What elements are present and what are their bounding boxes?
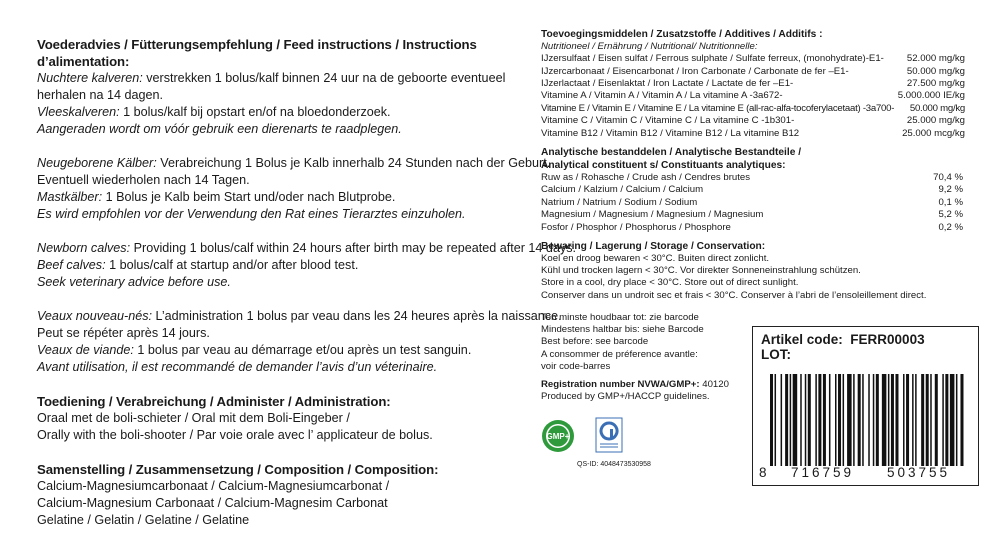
feed-nl-line-2: herhalen na 14 dagen. <box>37 88 164 102</box>
barcode-bar <box>942 374 944 466</box>
feed-nl-line-3: Vleeskalveren: 1 bolus/kalf bij opstart en/of na bloedonderzoek. <box>37 105 391 119</box>
barcode-bar <box>945 374 948 466</box>
administration-line-2: Orally with the boli-shooter / Par voie orale avec l’ applicateur de bolus. <box>37 428 433 442</box>
barcode-bar <box>935 374 938 466</box>
feed-en-advice: Seek veterinary advice before use. <box>37 275 231 289</box>
additive-row: Vitamine A / Vitamin A / Vitamin A / La vitamine A -3a672- 5.000.000 IE/kg <box>541 90 965 102</box>
barcode-bar <box>823 374 826 466</box>
barcode-bar <box>868 374 870 466</box>
additives-section <box>541 28 971 140</box>
additive-row: Vitamine E / Vitamin E / Vitamine E / La vitamine E (all-rac-alfa-tocoferylacetaat) -3a700- 50.000 mg/kg <box>541 102 965 114</box>
barcode-bar <box>835 374 837 466</box>
analytical-heading-2: Analytical constituent s/ Constituants analytiques: <box>541 160 786 172</box>
feed-en-section <box>37 240 577 291</box>
additive-row: IJzerlactaat / Eisenlaktat / Iron Lactate / Lactate de fer –E1- 27.500 mg/kg <box>541 78 965 90</box>
barcode-bar <box>843 374 845 466</box>
barcode-bar <box>770 374 773 466</box>
feed-fr-advice: Avant utilisation, il est recommandé de demander l’avis d’un véterinaire. <box>37 360 438 374</box>
analytical-row: Calcium / Kalzium / Calcium / Calcium 9,2 % <box>541 184 963 196</box>
analytical-row: Ruw as / Rohasche / Crude ash / Cendres brutes 70,4 % <box>541 172 963 184</box>
gmp-logo-text: GMP+ <box>546 432 570 441</box>
barcode-bar <box>829 374 831 466</box>
barcode-bar <box>895 374 898 466</box>
barcode-digits-left: 716759 <box>791 465 855 480</box>
composition-heading: Samenstelling / Zusammensetzung / Composition / Composition: <box>37 462 439 477</box>
storage-line-3: Store in a cool, dry place < 30°C. Store out of direct sunlight. <box>541 277 799 289</box>
certification-logos <box>541 417 623 458</box>
barcode-bar <box>906 374 909 466</box>
barcode-bar <box>800 374 802 466</box>
additive-row: Vitamine C / Vitamin C / Vitamine C / La vitamine C -1b301- 25.000 mg/kg <box>541 115 965 127</box>
analytical-section <box>541 146 971 234</box>
feed-fr-line-3: Veaux de viande: 1 bolus par veau au démarrage et/ou après un test sanguin. <box>37 343 472 357</box>
storage-line-4: Conserver dans un undroit sec et frais < 30°C. Conserver à l’abri de l’ensoleillement direct. <box>541 289 927 301</box>
barcode-bar <box>785 374 788 466</box>
analytical-row: Fosfor / Phosphor / Phosphorus / Phosphore 0,2 % <box>541 221 963 233</box>
composition-line-1: Calcium-Magnesiumcarbonaat / Calcium-Magnesiumcarbonat / <box>37 479 390 493</box>
barcode-bar <box>781 374 783 466</box>
barcode-bar <box>793 374 798 466</box>
administration-section <box>37 393 532 444</box>
feed-fr-line-1: Veaux nouveau-nés: L’administration 1 bolus par veau dans les 24 heures après la naissance. <box>37 309 562 323</box>
feed-de-advice: Es wird empfohlen vor der Verwendung den Rat eines Tierarztes einzuholen. <box>37 207 466 221</box>
feed-fr-section <box>37 308 562 376</box>
composition-line-3: Gelatine / Gelatin / Gelatine / Gelatine <box>37 513 250 527</box>
barcode-bar <box>903 374 905 466</box>
gmp-plus-logo <box>541 419 575 453</box>
barcode <box>770 374 965 466</box>
barcode-bar <box>960 374 963 466</box>
barcode-bar <box>930 374 932 466</box>
administration-line-1: Oraal met de boli-schieter / Oral mit dem Boli-Eingeber / <box>37 411 350 425</box>
barcode-bar <box>853 374 855 466</box>
storage-section <box>541 240 971 302</box>
feed-instructions-heading: Voederadvies / Fütterungsempfehlung / Feed instructions / Instructions d’alimentation: <box>37 37 477 69</box>
barcode-bar <box>838 374 841 466</box>
best-before-line-2: Mindestens haltbar bis: siehe Barcode <box>541 324 704 336</box>
article-code: Artikel code: FERR00003 <box>761 332 925 347</box>
barcode-bar <box>956 374 958 466</box>
analytical-heading-1: Analytische bestanddelen / Analytische Bestandteile / <box>541 147 802 159</box>
storage-heading: Bewaring / Lagerung / Storage / Conservation: <box>541 241 766 253</box>
feed-instructions-section <box>37 36 532 138</box>
feed-de-line-3: Mastkälber: 1 Bolus je Kalb beim Start und/oder nach Blutprobe. <box>37 190 396 204</box>
barcode-bar <box>926 374 929 466</box>
barcode-bar <box>876 374 879 466</box>
feed-fr-line-2: Peut se répéter après 14 jours. <box>37 326 210 340</box>
barcode-bar <box>790 374 792 466</box>
barcode-bar <box>915 374 917 466</box>
barcode-digit-prefix: 8 <box>759 465 767 480</box>
feed-en-line-2: Beef calves: 1 bolus/calf at startup and/or after blood test. <box>37 258 359 272</box>
barcode-bar <box>815 374 817 466</box>
best-before-line-1: Ten minste houdbaar tot: zie barcode <box>541 311 699 323</box>
barcode-bar <box>873 374 875 466</box>
barcode-bar <box>912 374 914 466</box>
lot-label: LOT: <box>761 347 791 362</box>
barcode-bar <box>808 374 811 466</box>
barcode-bar <box>882 374 887 466</box>
additive-row: Vitamine B12 / Vitamin B12 / Vitamine B12 / La vitamine B12 25.000 mcg/kg <box>541 127 965 139</box>
feed-de-line-2: Eventuell wiederholen nach 14 Tagen. <box>37 173 250 187</box>
barcode-bar <box>921 374 924 466</box>
administration-heading: Toediening / Verabreichung / Administer / Administration: <box>37 394 391 409</box>
best-before-line-3: Best before: see barcode <box>541 336 649 348</box>
barcode-bars <box>770 374 963 466</box>
additives-heading: Toevoegingsmiddelen / Zusatzstoffe / Additives / Additifs : <box>541 29 823 40</box>
storage-line-1: Koel en droog bewaren < 30°C. Buiten direct zonlicht. <box>541 253 770 265</box>
qs-id: QS-ID: 4048473530958 <box>577 461 651 468</box>
composition-section <box>37 461 532 529</box>
composition-line-2: Calcium-Magnesium Carbonaat / Calcium-Magnesim Carbonat <box>37 496 388 510</box>
produced-line: Produced by GMP+/HACCP guidelines. <box>541 391 710 403</box>
feed-en-line-1: Newborn calves: Providing 1 bolus/calf within 24 hours after birth may be repeated after 14 days. <box>37 241 577 255</box>
barcode-bar <box>891 374 894 466</box>
feed-nl-line-1: Nuchtere kalveren: verstrekken 1 bolus/kalf binnen 24 uur na de geboorte eventueel <box>37 71 506 85</box>
barcode-bar <box>950 374 955 466</box>
best-before-line-5: voir code-barres <box>541 360 611 372</box>
barcode-bar <box>858 374 861 466</box>
barcode-bar <box>847 374 852 466</box>
best-before-line-4: A consommer de préference avantle: <box>541 348 698 360</box>
barcode-bar <box>888 374 890 466</box>
feed-nl-advice: Aangeraden wordt om vóór gebruik een dierenarts te raadplegen. <box>37 122 402 136</box>
barcode-bar <box>862 374 864 466</box>
feed-de-line-1: Neugeborene Kälber: Verabreichung 1 Bolus je Kalb innerhalb 24 Stunden nach der Geburt. <box>37 156 551 170</box>
article-box <box>752 326 979 486</box>
analytical-row: Natrium / Natrium / Sodium / Sodium 0,1 % <box>541 196 963 208</box>
barcode-bar <box>775 374 777 466</box>
additives-subheading: Nutritioneel / Ernährung / Nutritional/ Nutritionnelle: <box>541 41 758 52</box>
analytical-table <box>541 172 963 234</box>
additives-table <box>541 53 965 140</box>
feed-de-section <box>37 155 551 223</box>
analytical-row: Magnesium / Magnesium / Magnesium / Magnesium 5,2 % <box>541 209 963 221</box>
barcode-digits-right: 503755 <box>887 465 951 480</box>
additive-row: IJzersulfaat / Eisen sulfat / Ferrous sulphate / Sulfate ferreux, (monohydrate)-E1- 52.000 mg/kg <box>541 53 965 65</box>
additive-row: IJzercarbonaat / Eisencarbonat / Iron Carbonate / Carbonate de fer –E1- 50.000 mg/kg <box>541 65 965 77</box>
qs-logo <box>595 417 623 453</box>
barcode-bar <box>818 374 821 466</box>
storage-line-2: Kühl und trocken lagern < 30°C. Vor direkter Sonneneinstrahlung schützen. <box>541 265 861 277</box>
barcode-bar <box>805 374 807 466</box>
registration-line: Registration number NVWA/GMP+: 40120 <box>541 378 729 390</box>
